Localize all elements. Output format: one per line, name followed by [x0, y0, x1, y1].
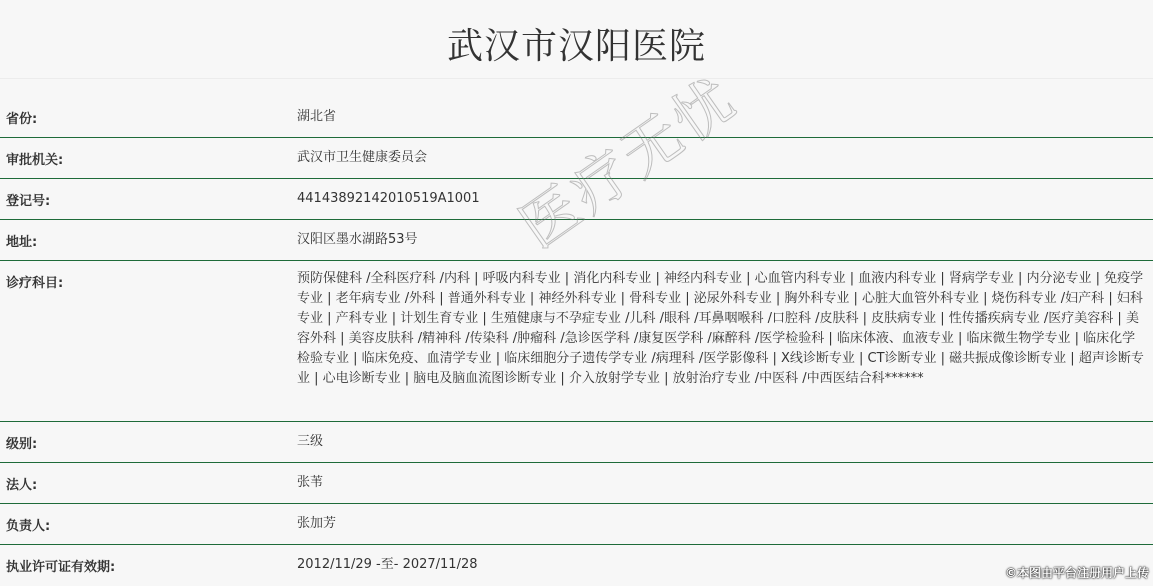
row-label: 审批机关: — [6, 153, 64, 168]
row-label: 执业许可证有效期: — [6, 560, 116, 575]
row-person-in-charge — [0, 504, 1153, 545]
page-title: 武汉市汉阳医院 — [446, 26, 706, 67]
watermark: 医疗无忧 — [507, 63, 750, 262]
row-value: 张苇 — [297, 475, 324, 490]
row-label: 登记号: — [6, 194, 51, 209]
row-province — [0, 97, 1153, 138]
row-address — [0, 220, 1153, 261]
row-license-validity — [0, 545, 1153, 586]
row-value: 三级 — [297, 434, 324, 449]
row-label: 负责人: — [6, 519, 51, 534]
row-label: 地址: — [6, 235, 38, 250]
row-value: 汉阳区墨水湖路53号 — [297, 232, 418, 247]
row-value: 2012/11/29 -至- 2027/11/28 — [297, 557, 478, 572]
row-value: 44143892142010519A1001 — [297, 191, 480, 206]
row-label: 级别: — [6, 437, 38, 452]
page-header — [0, 0, 1153, 79]
row-approval-authority — [0, 138, 1153, 179]
row-value: 张加芳 — [297, 516, 337, 531]
upload-credit: ©本图由平台注册用户上传 — [1004, 566, 1149, 580]
row-label: 法人: — [6, 478, 38, 493]
row-value: 湖北省 — [297, 109, 337, 124]
row-value: 预防保健科 /全科医疗科 /内科 | 呼吸内科专业 | 消化内科专业 | 神经内科专业 | 心血管内科专业 | 血液内科专业 | 肾病学专业 | 内分泌专业 | 免疫学专业 | 老年病专业 /外科 | 普通外科专业 | 神经外科专业 | 骨科专业 | 泌尿外科专业 | 胸外科专业 | 心脏大血管外科专业 | 烧伤科专业 /妇产科 | 妇科专业 | 产科专业 | 计划生育专业 | 生殖健康与不孕症专业 /儿科 /眼科 /耳鼻咽喉科 /口腔科 /皮肤科 | 皮肤病专业 | 性传播疾病专业 /医疗美容科 | 美容外科 | 美容皮肤科 /精神科 /传染科 /肿瘤科 /急诊医学科 /康复医学科 /麻醉科 /医学检验科 | 临床体液、血液专业 | 临床微生物学专业 | 临床化学检验专业 | 临床免疫、血清学专业 | 临床细胞分子遗传学专业 /病理科 /医学影像科 | X线诊断专业 | CT诊断专业 | 磁共振成像诊断专业 | 超声诊断专业 | 心电诊断专业 | 脑电及脑血流图诊断专业 | 介入放射学专业 | 放射治疗专业 /中医科 /中西医结合科****** — [297, 271, 1144, 386]
row-departments — [0, 261, 1153, 422]
row-value: 武汉市卫生健康委员会 — [297, 150, 428, 165]
row-label: 诊疗科目: — [6, 276, 64, 291]
info-table — [0, 97, 1153, 586]
row-registration-number — [0, 179, 1153, 220]
row-level — [0, 422, 1153, 463]
row-label: 省份: — [6, 112, 38, 127]
row-legal-person — [0, 463, 1153, 504]
